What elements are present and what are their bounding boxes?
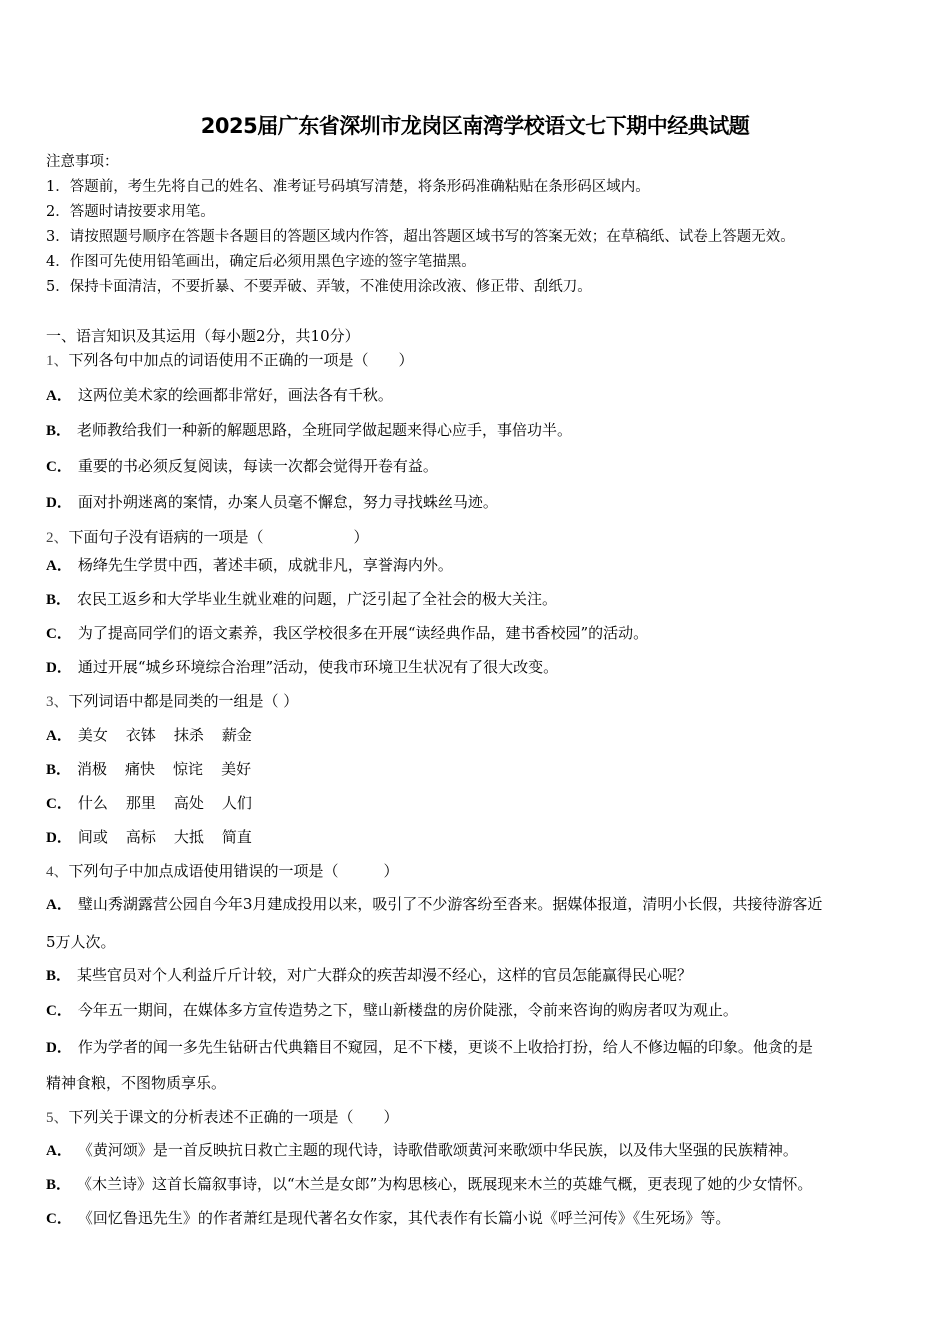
page-title: 2025届广东省深圳市龙岗区南湾学校语文七下期中经典试题 xyxy=(200,114,750,138)
option-row xyxy=(46,1037,813,1058)
option-row xyxy=(46,965,692,986)
option-row xyxy=(46,759,269,780)
option-label: B． xyxy=(46,1177,72,1193)
option-label: B． xyxy=(46,592,72,608)
option-label: D． xyxy=(46,1040,72,1056)
option-word: 间或 xyxy=(77,828,108,846)
option-row xyxy=(46,589,557,610)
option-text: 《黄河颂》是一首反映抗日救亡主题的现代诗，诗歌借歌颂黄河来歌颂中华民族，以及伟大坚强的民族精神。 xyxy=(77,1141,798,1159)
option-row xyxy=(46,827,270,848)
option-text: 《木兰诗》这首长篇叙事诗，以“木兰是女郎”为构思核心，既展现来木兰的英雄气概，更表现了她的少女情怀。 xyxy=(77,1175,813,1193)
option-label: C． xyxy=(46,626,72,642)
option-word: 人们 xyxy=(221,794,252,812)
option-text: 《回忆鲁迅先生》的作者萧红是现代著名女作家，其代表作有长篇小说《呼兰河传》《生死场》等。 xyxy=(77,1209,731,1227)
option-text: 重要的书必须反复阅读，每读一次都会觉得开卷有益。 xyxy=(77,457,438,475)
option-label: A． xyxy=(46,1143,72,1159)
notice-item: 5．保持卡面清洁，不要折暴、不要弄破、弄皱，不准使用涂改液、修正带、刮纸刀。 xyxy=(46,279,592,295)
option-text: 为了提高同学们的语文素养，我区学校很多在开展“读经典作品，建书香校园”的活动。 xyxy=(77,624,649,642)
option-word: 美好 xyxy=(221,760,252,778)
option-row xyxy=(46,657,558,678)
section-heading: 一、语言知识及其运用（每小题2分，共10分） xyxy=(46,327,360,345)
option-label: B． xyxy=(46,968,72,984)
option-word: 那里 xyxy=(125,794,156,812)
option-text: 作为学者的闻一多先生钻研古代典籍目不窥园，足不下楼，更谈不上收拾打扮，给人不修边幅的印象。他贪的是 xyxy=(77,1038,813,1056)
option-text: 通过开展“城乡环境综合治理”活动，使我市环境卫生状况有了很大改变。 xyxy=(77,658,559,676)
question-number: 4、 xyxy=(46,864,69,880)
option-word: 高处 xyxy=(173,794,204,812)
notice-item: 3．请按照题号顺序在答题卡各题目的答题区域内作答，超出答题区域书写的答案无效；在草稿纸、试卷上答题无效。 xyxy=(46,229,795,245)
notice-item: 2．答题时请按要求用笔。 xyxy=(46,204,215,220)
notice-heading: 注意事项： xyxy=(46,154,119,170)
question-stem xyxy=(46,350,414,371)
option-row xyxy=(46,1208,730,1229)
question-stem xyxy=(46,1107,399,1128)
option-label: C． xyxy=(46,1003,72,1019)
question-text: 下列各句中加点的词语使用不正确的一项是（ ） xyxy=(68,351,414,369)
question-stem xyxy=(46,527,369,548)
option-row xyxy=(46,555,453,576)
option-continuation: 精神食粮，不图物质享乐。 xyxy=(46,1074,227,1092)
option-text: 杨绛先生学贯中西，著述丰硕，成就非凡，享誉海内外。 xyxy=(77,556,453,574)
question-text: 下列词语中都是同类的一组是（ ） xyxy=(68,692,299,710)
option-word: 简直 xyxy=(221,828,252,846)
option-word: 衣钵 xyxy=(125,726,156,744)
option-row xyxy=(46,623,648,644)
option-row xyxy=(46,456,438,477)
question-stem xyxy=(46,691,298,712)
option-text: 这两位美术家的绘画都非常好，画法各有千秋。 xyxy=(77,386,393,404)
question-stem xyxy=(46,861,399,882)
option-word: 高标 xyxy=(125,828,156,846)
option-row xyxy=(46,793,270,814)
question-number: 2、 xyxy=(46,530,69,546)
question-text: 下列关于课文的分析表述不正确的一项是（ ） xyxy=(68,1108,399,1126)
option-label: C． xyxy=(46,459,72,475)
question-text: 下面句子没有语病的一项是（ ） xyxy=(68,528,369,546)
option-word: 惊诧 xyxy=(173,760,204,778)
option-word: 什么 xyxy=(77,794,108,812)
question-number: 3、 xyxy=(46,694,69,710)
option-text: 某些官员对个人利益斤斤计较，对广大群众的疾苦却漫不经心，这样的官员怎能赢得民心呢？ xyxy=(77,966,693,984)
option-word: 美女 xyxy=(77,726,108,744)
option-text: 老师教给我们一种新的解题思路，全班同学做起题来得心应手，事倍功半。 xyxy=(77,421,573,439)
option-label: A． xyxy=(46,897,72,913)
option-text: 璧山秀湖露营公园自今年3月建成投用以来，吸引了不少游客纷至沓来。据媒体报道，清明小长假，共接待游客近 xyxy=(77,895,823,913)
option-row xyxy=(46,1174,812,1195)
option-word: 薪金 xyxy=(221,726,252,744)
question-number: 1、 xyxy=(46,353,69,369)
option-row xyxy=(46,385,393,406)
option-label: A． xyxy=(46,558,72,574)
option-label: C． xyxy=(46,1211,72,1227)
option-row xyxy=(46,420,572,441)
option-row xyxy=(46,894,822,915)
option-text: 面对扑朔迷离的案情，办案人员毫不懈怠，努力寻找蛛丝马迹。 xyxy=(77,493,498,511)
option-label: B． xyxy=(46,423,72,439)
option-word: 消极 xyxy=(77,760,108,778)
option-label: D． xyxy=(46,830,72,846)
notice-item: 1．答题前，考生先将自己的姓名、准考证号码填写清楚，将条形码准确粘贴在条形码区域内。 xyxy=(46,179,650,195)
option-word: 大抵 xyxy=(173,828,204,846)
option-text: 农民工返乡和大学毕业生就业难的问题，广泛引起了全社会的极大关注。 xyxy=(77,590,558,608)
notice-item: 4．作图可先使用铅笔画出，确定后必须用黑色字迹的签字笔描黑。 xyxy=(46,254,476,270)
option-label: D． xyxy=(46,495,72,511)
option-label: D． xyxy=(46,660,72,676)
option-row xyxy=(46,1000,738,1021)
option-label: A． xyxy=(46,388,72,404)
option-row xyxy=(46,492,498,513)
option-label: A． xyxy=(46,728,72,744)
option-word: 抹杀 xyxy=(173,726,204,744)
option-row xyxy=(46,1140,798,1161)
option-text: 今年五一期间，在媒体多方宣传造势之下，璧山新楼盘的房价陡涨，令前来咨询的购房者叹为观止。 xyxy=(77,1001,738,1019)
option-continuation: 5万人次。 xyxy=(46,933,116,951)
question-number: 5、 xyxy=(46,1110,69,1126)
option-label: B． xyxy=(46,762,72,778)
option-row xyxy=(46,725,270,746)
question-text: 下列句子中加点成语使用错误的一项是（ ） xyxy=(68,862,399,880)
option-label: C． xyxy=(46,796,72,812)
option-word: 痛快 xyxy=(125,760,156,778)
